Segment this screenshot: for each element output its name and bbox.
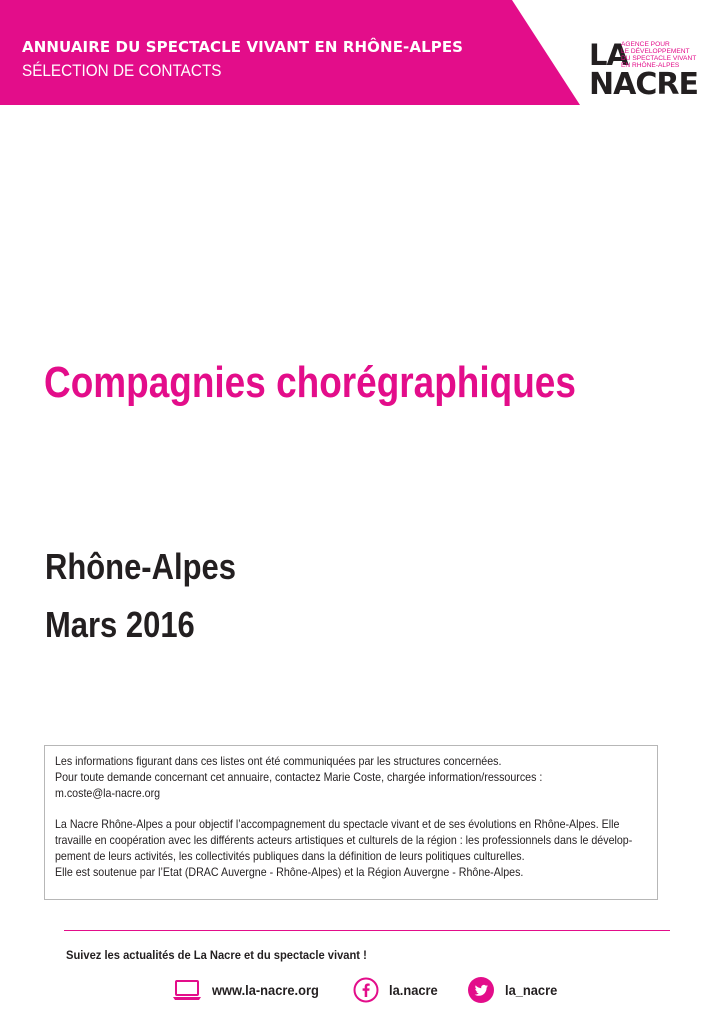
header-subtitle: SÉLECTION DE CONTACTS [22, 61, 222, 80]
twitter-icon [467, 976, 495, 1004]
logo-tagline-line: LE DÉVELOPPEMENT [621, 48, 690, 55]
paragraph-gap [55, 802, 647, 817]
info-line: Les informations figurant dans ces listes ont été communiquées par les structures concernées. [55, 755, 502, 768]
info-line: La Nacre Rhône-Alpes a pour objectif l’accompagnement du spectacle vivant et de ses évolutions en Rhône-Alpes. Elle [55, 818, 620, 831]
twitter-label: la_nacre [505, 982, 558, 998]
twitter-link[interactable] [467, 975, 562, 1005]
info-line: Elle est soutenue par l’Etat (DRAC Auvergne - Rhône-Alpes) et la Région Auvergne - Rhône-Alpes. [55, 866, 524, 879]
info-line: pement de leurs activités, les collectivités publiques dans la définition de leurs politiques culturelles. [55, 850, 525, 863]
website-label: www.la-nacre.org [212, 982, 319, 998]
facebook-icon [353, 977, 379, 1003]
header-title: ANNUAIRE DU SPECTACLE VIVANT EN RHÔNE-ALPES [22, 38, 464, 56]
footer-divider [64, 930, 670, 931]
info-line: travaille en coopération avec les différents acteurs artistiques et culturels de la région : les professionnels dans le dévelop- [55, 834, 633, 847]
logo-line-la: LA [589, 38, 628, 72]
info-line: Pour toute demande concernant cet annuaire, contactez Marie Coste, chargée information/ressources : [55, 771, 543, 784]
logo-line-nacre: NACRE [589, 67, 698, 102]
facebook-link[interactable] [353, 975, 442, 1005]
logo-tagline-line: DU SPECTACLE VIVANT [621, 55, 697, 62]
website-link[interactable] [172, 975, 328, 1005]
laptop-icon [172, 978, 202, 1002]
la-nacre-logo[interactable] [589, 40, 714, 104]
info-box [44, 745, 658, 900]
facebook-label: la.nacre [389, 982, 438, 998]
logo-tagline-line: EN RHÔNE-ALPES [621, 62, 680, 69]
logo-tagline [621, 41, 711, 69]
logo-tagline-line: AGENCE POUR [621, 41, 670, 48]
page-title: Compagnies chorégraphiques [44, 358, 576, 407]
date-heading: Mars 2016 [45, 604, 195, 645]
follow-text: Suivez les actualités de La Nacre et du spectacle vivant ! [66, 948, 367, 962]
region-heading: Rhône-Alpes [45, 546, 236, 587]
contact-email-link[interactable]: m.coste@la-nacre.org [55, 787, 161, 800]
